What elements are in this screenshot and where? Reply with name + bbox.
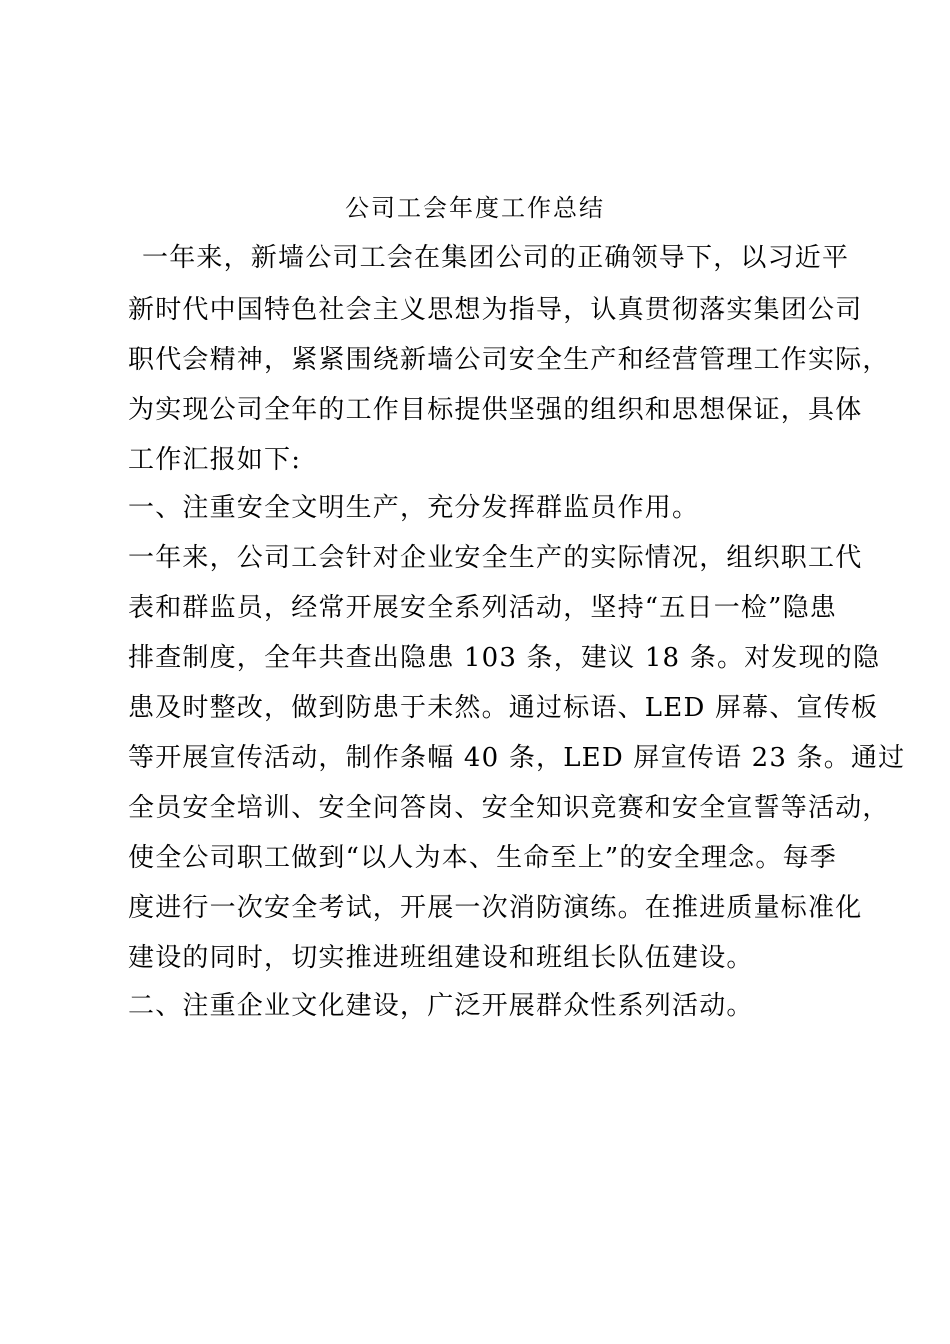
paragraph-line: 度进行一次安全考试，开展一次消防演练。在推进质量标准化 <box>128 893 863 923</box>
paragraph-line: 使全公司职工做到“以人为本、生命至上”的安全理念。每季 <box>128 843 837 873</box>
paragraph-line: 表和群监员，经常开展安全系列活动，坚持“五日一检”隐患 <box>128 593 837 623</box>
section-heading-1: 一、注重安全文明生产，充分发挥群监员作用。 <box>128 493 700 523</box>
document-title: 公司工会年度工作总结 <box>345 194 605 222</box>
paragraph-line: 全员安全培训、安全问答岗、安全知识竞赛和安全宣誓等活动， <box>128 793 890 823</box>
section-heading-2: 二、注重企业文化建设，广泛开展群众性系列活动。 <box>128 991 754 1021</box>
paragraph-line: 一年来，公司工会针对企业安全生产的实际情况，组织职工代 <box>128 543 863 573</box>
paragraph-line: 排查制度，全年共查出隐患 103 条，建议 18 条。对发现的隐 <box>128 643 881 673</box>
paragraph-line: 为实现公司全年的工作目标提供坚强的组织和思想保证，具体 <box>128 395 863 425</box>
paragraph-line: 工作汇报如下: <box>128 445 302 475</box>
paragraph-line: 新时代中国特色社会主义思想为指导，认真贯彻落实集团公司 <box>128 295 863 325</box>
paragraph-line: 职代会精神，紧紧围绕新墙公司安全生产和经营管理工作实际， <box>128 345 890 375</box>
paragraph-line: 建设的同时，切实推进班组建设和班组长队伍建设。 <box>128 943 754 973</box>
paragraph-line: 等开展宣传活动，制作条幅 40 条，LED 屏宣传语 23 条。通过 <box>128 743 906 773</box>
paragraph-line: 患及时整改，做到防患于未然。通过标语、LED 屏幕、宣传板 <box>128 693 879 723</box>
paragraph-line: 一年来，新墙公司工会在集团公司的正确领导下，以习近平 <box>142 243 850 273</box>
